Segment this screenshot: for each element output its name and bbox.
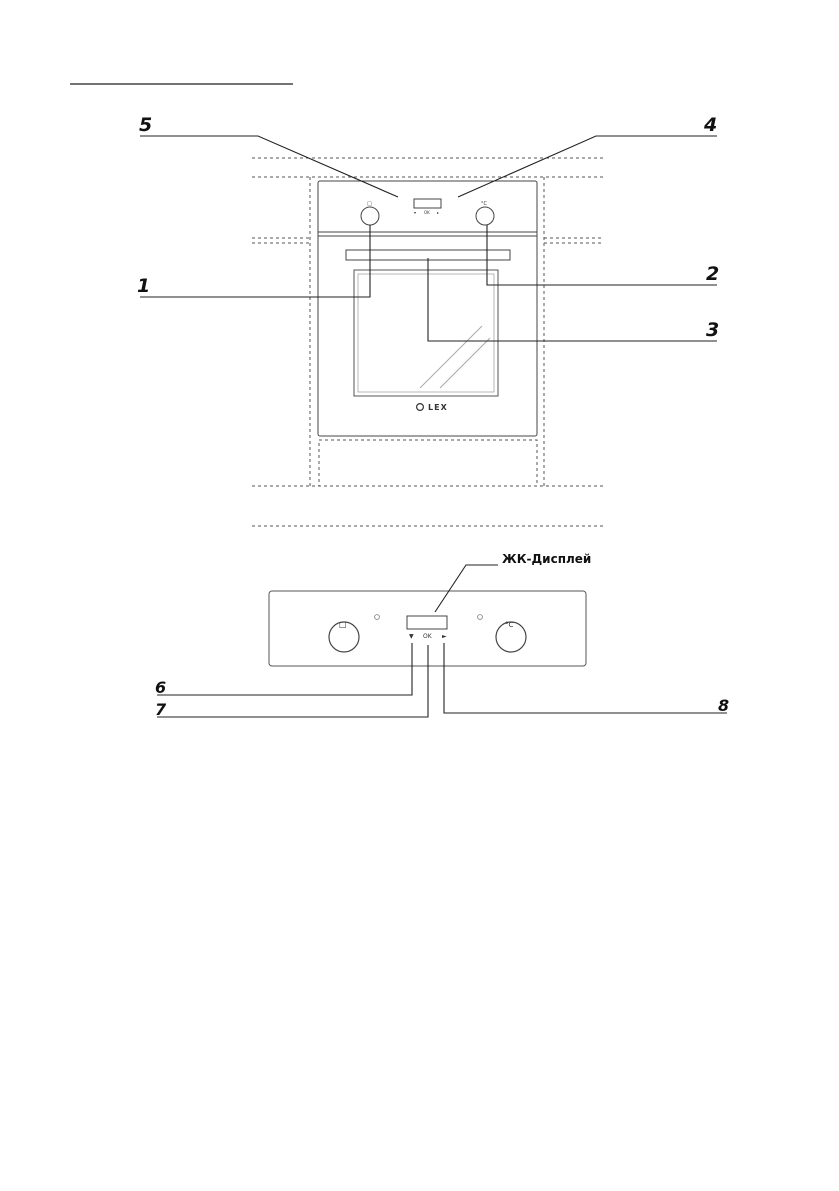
callout-7: 7 [155, 700, 167, 719]
lcd-display-label: ЖК-Дисплей [502, 552, 592, 566]
callout-6: 6 [155, 678, 167, 697]
svg-text:□: □ [339, 620, 347, 629]
callout-3: 3 [706, 319, 720, 341]
svg-text:OK: OK [424, 210, 430, 215]
button-right: ► [442, 633, 447, 640]
svg-text:□: □ [367, 201, 372, 207]
door-window [354, 270, 498, 396]
callout-8: 8 [718, 696, 730, 715]
callout-4: 4 [704, 114, 718, 136]
button-ok: OK [423, 633, 432, 640]
leader-lines-lower [157, 565, 730, 717]
lcd-display [407, 616, 447, 629]
svg-text:▾: ▾ [414, 210, 417, 215]
leader-lines-upper [140, 136, 720, 341]
svg-text:°C: °C [481, 201, 487, 207]
svg-text:▸: ▸ [437, 210, 440, 215]
left-knob-small [361, 207, 379, 225]
svg-text:LEX: LEX [428, 403, 448, 412]
right-knob-small [476, 207, 494, 225]
callout-2: 2 [706, 263, 720, 285]
callout-1: 1 [137, 275, 151, 297]
button-down: ▼ [409, 633, 414, 640]
brand-logo [417, 403, 448, 412]
control-panel-small [361, 199, 494, 225]
callout-5: 5 [139, 114, 153, 136]
svg-text:°C: °C [505, 621, 514, 629]
lcd-display-small [414, 199, 441, 208]
